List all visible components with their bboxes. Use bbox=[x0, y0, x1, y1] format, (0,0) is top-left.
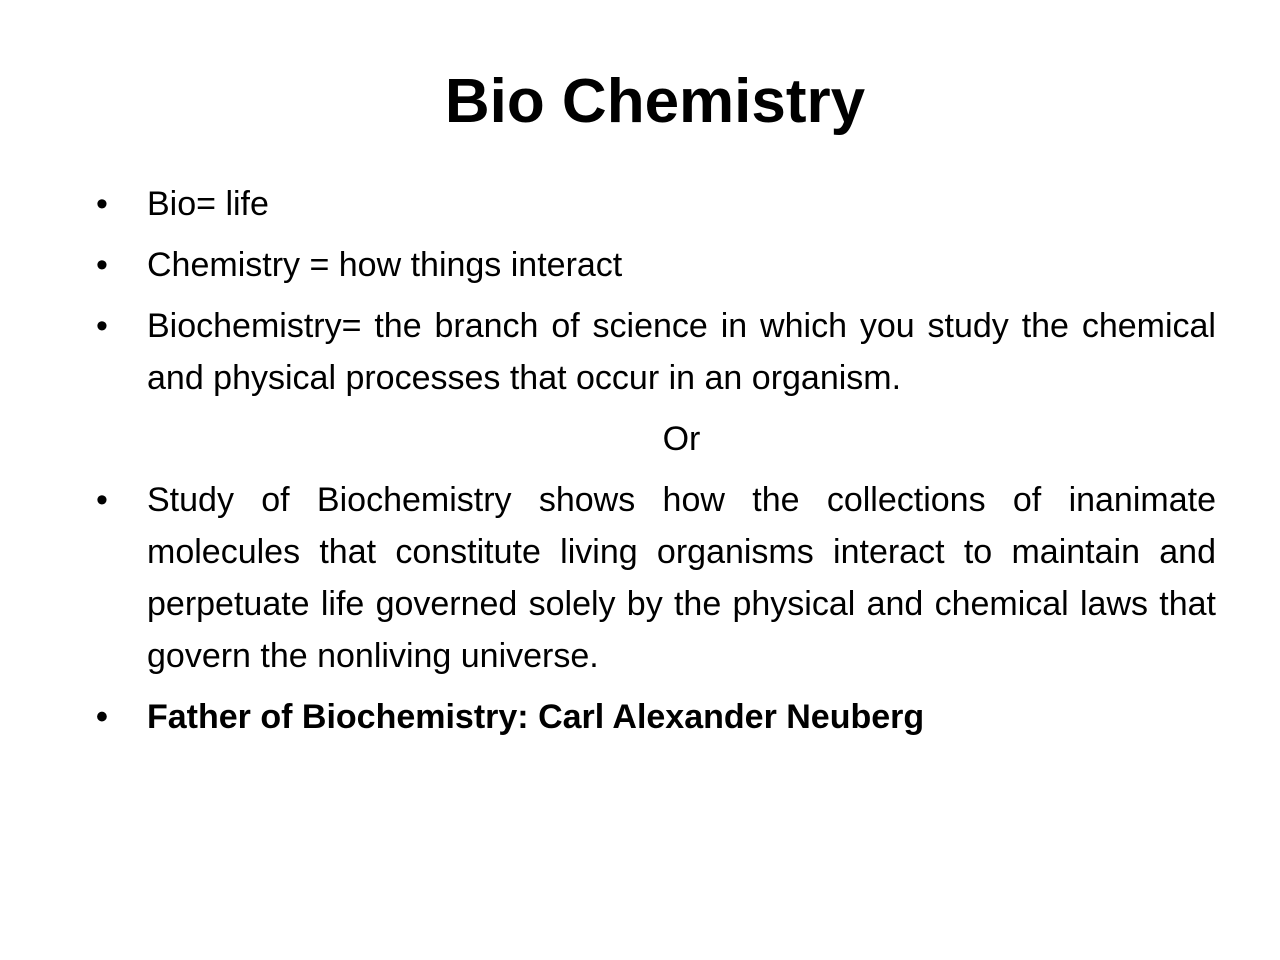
slide-title: Bio Chemistry bbox=[444, 67, 866, 136]
bullet-text: Biochemistry= the branch of science in which you study the chemical and physical processes that occur in an organism. bbox=[147, 307, 1216, 397]
bullet-text: Father of Biochemistry: Carl Alexander Neuberg bbox=[147, 698, 925, 736]
bullet-text: Study of Biochemistry shows how the collections of inanimate molecules that constitute living organisms interact to maintain and perpetuate life governed solely by the physical and chemical laws that govern the nonliving universe. bbox=[147, 481, 1216, 675]
or-separator: Or bbox=[662, 420, 701, 458]
bullet-list bbox=[96, 178, 1216, 752]
bullet-dot-icon: • bbox=[96, 481, 108, 519]
bullet-item-father-of-biochemistry bbox=[96, 691, 1216, 743]
bullet-dot-icon: • bbox=[96, 698, 108, 736]
bullet-dot-icon: • bbox=[96, 307, 108, 345]
bullet-item-study-of-biochemistry bbox=[96, 474, 1216, 682]
bullet-dot-icon: • bbox=[96, 246, 108, 284]
bullet-item-chemistry bbox=[96, 239, 1216, 291]
bullet-item-biochemistry-definition bbox=[96, 300, 1216, 404]
bullet-text: Chemistry = how things interact bbox=[147, 246, 623, 284]
bullet-text: Bio= life bbox=[147, 185, 269, 223]
bullet-item-bio bbox=[96, 178, 1216, 230]
bullet-dot-icon: • bbox=[96, 185, 108, 223]
